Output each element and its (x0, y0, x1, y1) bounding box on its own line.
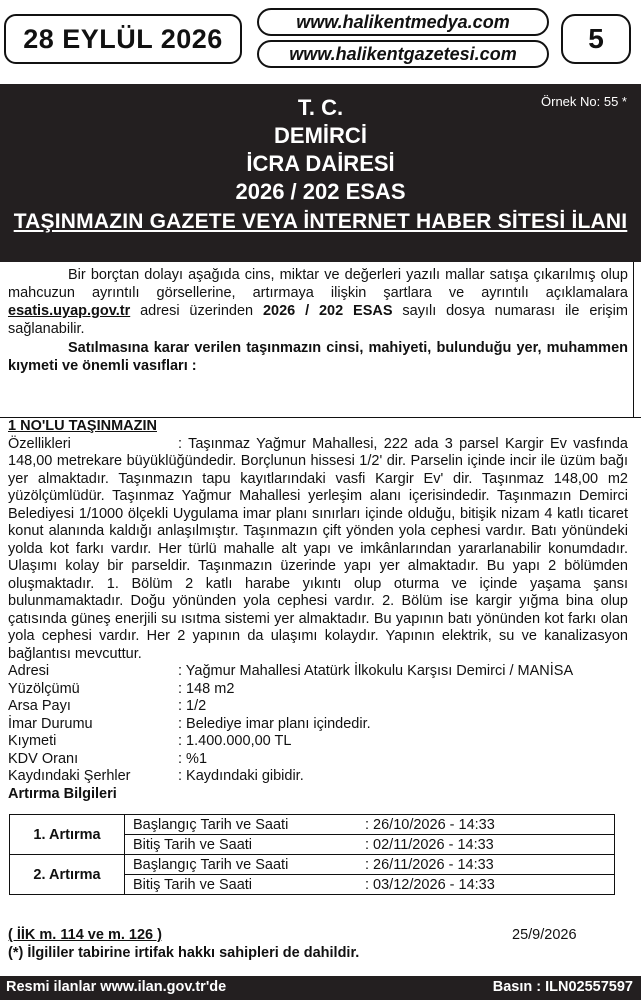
detail-key: Yüzölçümü (8, 680, 80, 697)
auction-date-label: Başlangıç Tarih ve Saati (133, 856, 289, 873)
law-reference: ( İİK m. 114 ve m. 126 ) (8, 927, 162, 943)
property-detail-row (8, 768, 628, 786)
auction-date-label: Bitiş Tarih ve Saati (133, 836, 253, 853)
auction-row (10, 815, 614, 855)
case-number: 2026 / 202 ESAS (262, 303, 393, 319)
features-label: Özellikleri (8, 435, 71, 452)
auction-date-row (125, 875, 614, 894)
side-rule (633, 262, 634, 417)
auction-date-value: : 02/11/2026 - 14:33 (365, 836, 494, 853)
auction-date-value: : 26/10/2026 - 14:33 (365, 816, 495, 833)
auction-row (10, 855, 614, 894)
detail-value: : %1 (178, 750, 208, 767)
detail-value: : 1.400.000,00 TL (178, 733, 292, 749)
property-detail-row (8, 751, 628, 769)
esatis-link[interactable]: esatis.uyap.gov.tr (8, 303, 131, 319)
footer-notes (8, 927, 359, 962)
intro-paragraph (8, 266, 628, 338)
bottom-bar (0, 976, 641, 1000)
detail-key: İmar Durumu (8, 715, 93, 732)
auction-table (9, 814, 615, 895)
property-detail-row (8, 716, 628, 734)
notice-title: TAŞINMAZIN GAZETE VEYA İNTERNET HABER SİTESİ İLANI (13, 210, 628, 233)
property-detail-row (8, 698, 628, 716)
page-number: 5 (561, 14, 631, 64)
auction-date-row (125, 815, 614, 835)
auction-date-value: : 26/11/2026 - 14:33 (365, 856, 494, 873)
intro-subheading: Satılmasına karar verilen taşınmazın cinsi, mahiyeti, bulunduğu yer, muhammen kıymeti ve önemli vasıfları : (8, 340, 628, 374)
detail-key: Kıymeti (8, 733, 57, 749)
sample-number: Örnek No: 55 * (541, 94, 627, 109)
header-line-office: İCRA DAİRESİ (246, 151, 395, 176)
intro-text-a: Bir borçtan dolayı aşağıda cins, miktar ve değerleri yazılı mallar satışa çıkarılmış olup mahcuzun ayrıntılı görsellerine, artırmaya ilişkin şartlara ve ayrıntılı açıklamalara (8, 267, 628, 301)
property-details (8, 663, 628, 786)
auction-name: 1. Artırma (10, 815, 125, 854)
intro-text-b: adresi üzerinden (130, 303, 263, 319)
detail-key: Kaydındaki Şerhler (8, 768, 131, 784)
intro-text-c: sayılı dosya numarası ile erişim sağlanabilir. (8, 303, 628, 337)
press-code: Basın : ILN02557597 (492, 979, 633, 995)
intro-section (8, 266, 628, 375)
auction-info-title: Artırma Bilgileri (8, 785, 117, 802)
property-features (8, 436, 628, 664)
property-detail-row (8, 733, 628, 751)
notice-date: 25/9/2026 (512, 927, 577, 943)
auction-date-value: : 03/12/2026 - 14:33 (365, 876, 495, 893)
auction-date-row (125, 835, 614, 854)
property-detail-row (8, 681, 628, 699)
issue-date: 28 EYLÜL 2026 (4, 14, 242, 64)
detail-value: : Yağmur Mahallesi Atatürk İlkokulu Karşısı Demirci / MANİSA (178, 663, 574, 679)
website-link-medya[interactable]: www.halikentmedya.com (257, 8, 549, 36)
official-ads-link[interactable]: Resmi ilanlar www.ilan.gov.tr'de (6, 979, 227, 995)
notice-header (0, 84, 641, 262)
detail-value: : Kaydındaki gibidir. (178, 768, 304, 784)
auction-date-label: Başlangıç Tarih ve Saati (133, 816, 289, 833)
website-link-gazetesi[interactable]: www.halikentgazetesi.com (257, 40, 549, 68)
detail-key: KDV Oranı (8, 750, 79, 767)
auction-name: 2. Artırma (10, 855, 125, 894)
header-line-city: DEMİRCİ (274, 123, 367, 148)
header-line-tc: T. C. (297, 95, 344, 120)
detail-value: : Belediye imar planı içindedir. (178, 715, 371, 732)
detail-value: : 1/2 (178, 698, 207, 714)
auction-date-label: Bitiş Tarih ve Saati (133, 876, 253, 893)
auction-date-row (125, 855, 614, 875)
property-section (8, 418, 628, 803)
detail-key: Adresi (8, 663, 50, 679)
detail-value: : 148 m2 (178, 680, 235, 697)
header-line-case: 2026 / 202 ESAS (235, 179, 406, 204)
features-text: : Taşınmaz Yağmur Mahallesi, 222 ada 3 parsel Kargir Ev vasfında 148,00 metrekare büyüklüğündedir. Borçlunun hissesi 1/2' dir. Parselin içinde incir ile üzüm bağı yer almaktadır. Taşınmazın tapu kayıtlarındaki vasfi Kargir Ev' dir. Taşınmaz 148,00 m2 yüzölçümlüdür. Taşınmaz Yağmur Mahallesi yerleşim alanı içerisindedir. Taşınmazın Demirci Belediyesi 1/1000 ölçekli Uygulama imar planı sınırları içinde olduğu, bitişik nizam 4 katlı ticaret konut alanında kaldığı anlaşılmıştır. Taşınmazın çift yönden yola cephesi vardır. Batı yönündeki yolda kot farkı vardır. Her türlü mahalle alt yapı ve imkânlarından yararlanabilir konumdadır. Ulaşımı kolay bir parseldir. Taşınmazın üzerinde yapı yer almaktadır. Bu yapı 2 bölümden oluşmaktadır. 1. Bölüm 2 katlı harabe yıkıntı olup oturma ve içinde yaşama şansı bulunmamaktadır. Doğu yönünden yola cephesi vardır. 2. Bölüm ise kargir yığma bina olup çatısında güneş enerjili su ısıtma sistemi yer almaktadır. Bu yapının batı yönünden kot farkı olan yola cephesi vardır. Her 2 yapının da ulaşımı kolaydır. Yapının elektrik, su ve kanalizasyon bağlantısı mevcuttur. (8, 435, 628, 662)
property-detail-row (8, 663, 628, 681)
detail-key: Arsa Payı (8, 698, 71, 714)
footnote: (*) İlgililer tabirine irtifak hakkı sahipleri de dahildir. (8, 944, 360, 961)
top-bar (0, 0, 641, 72)
property-title: 1 NO'LU TAŞINMAZIN (8, 418, 157, 434)
